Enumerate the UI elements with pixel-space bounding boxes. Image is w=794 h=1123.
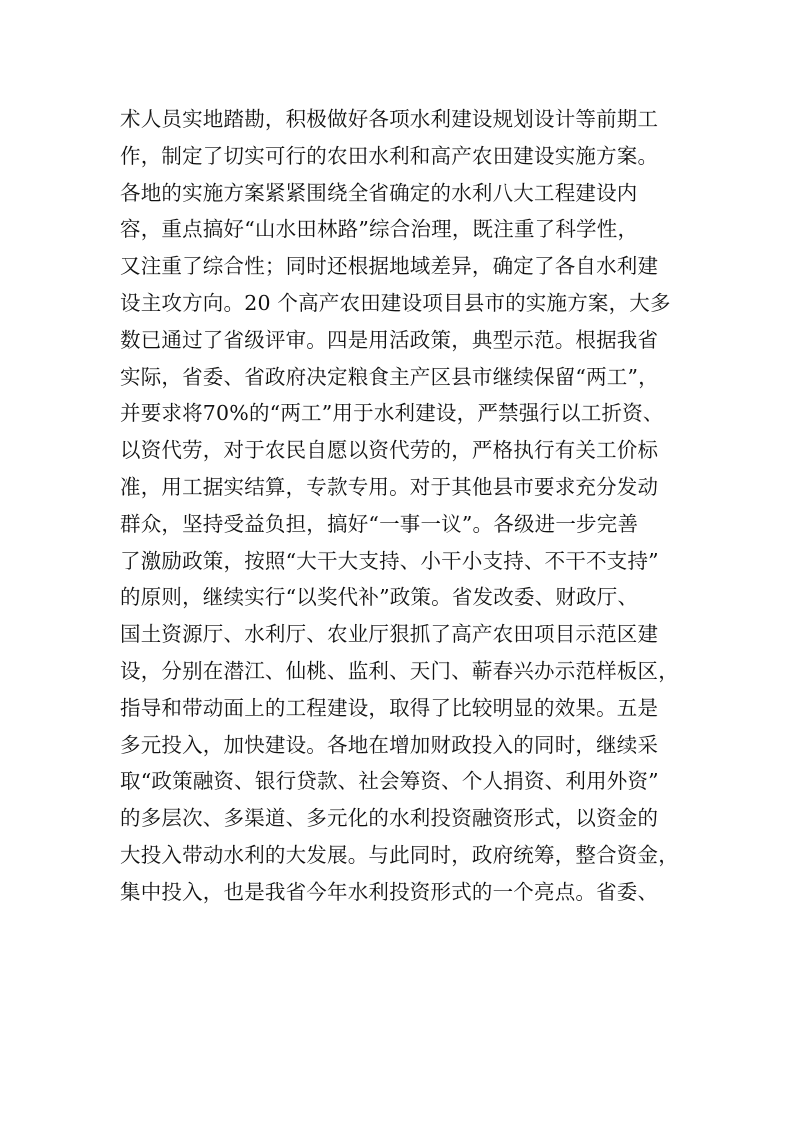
text-line-14: 的原则，继续实行“以奖代补”政策。省发改委、财政厅、: [120, 585, 639, 610]
text-line-3: 各地的实施方案紧紧围绕全省确定的水利八大工程建设内: [120, 180, 638, 205]
text-line-18: 多元投入，加快建设。各地在增加财政投入的同时，继续采: [120, 732, 659, 757]
text-line-6: 设主攻方向。20 个高产农田建设项目县市的实施方案，大多: [120, 290, 671, 315]
text-line-11: 准，用工据实结算，专款专用。对于其他县市要求充分发动: [120, 474, 659, 499]
text-line-13: 了激励政策，按照“大干大支持、小干小支持、不干不支持”: [120, 548, 659, 573]
text-line-15: 国土资源厅、水利厅、农业厅狠抓了高产农田项目示范区建: [120, 622, 659, 647]
text-line-17: 指导和带动面上的工程建设，取得了比较明显的效果。五是: [120, 695, 659, 720]
text-line-2: 作，制定了切实可行的农田水利和高产农田建设实施方案。: [120, 143, 659, 168]
text-line-20: 的多层次、多渠道、多元化的水利投资融资形式，以资金的: [120, 806, 659, 831]
text-line-5: 又注重了综合性；同时还根据地域差异，确定了各自水利建: [120, 254, 659, 279]
text-line-19: 取“政策融资、银行贷款、社会筹资、个人捐资、利用外资”: [120, 769, 659, 794]
text-line-1: 术人员实地踏勘，积极做好各项水利建设规划设计等前期工: [120, 107, 659, 131]
text-line-7: 数已通过了省级评审。四是用活政策，典型示范。根据我省: [120, 327, 659, 352]
body-text: [120, 101, 686, 911]
text-line-22: 集中投入，也是我省今年水利投资形式的一个亮点。省委、: [120, 879, 659, 904]
text-line-10: 以资代劳，对于农民自愿以资代劳的，严格执行有关工价标: [120, 438, 659, 463]
text-line-4: 容，重点搞好“山水田林路”综合治理，既注重了科学性，: [120, 217, 639, 242]
text-line-8: 实际，省委、省政府决定粮食主产区县市继续保留“两工”，: [120, 364, 659, 389]
text-line-12: 群众，坚持受益负担，搞好“一事一议”。各级进一步完善: [120, 511, 639, 536]
text-line-16: 设，分别在潜江、仙桃、监利、天门、蕲春兴办示范样板区，: [120, 658, 679, 683]
text-line-21: 大投入带动水利的大发展。与此同时，政府统筹，整合资金，: [120, 842, 679, 867]
text-line-9: 并要求将70%的“两工”用于水利建设，严禁强行以工折资、: [120, 401, 664, 426]
